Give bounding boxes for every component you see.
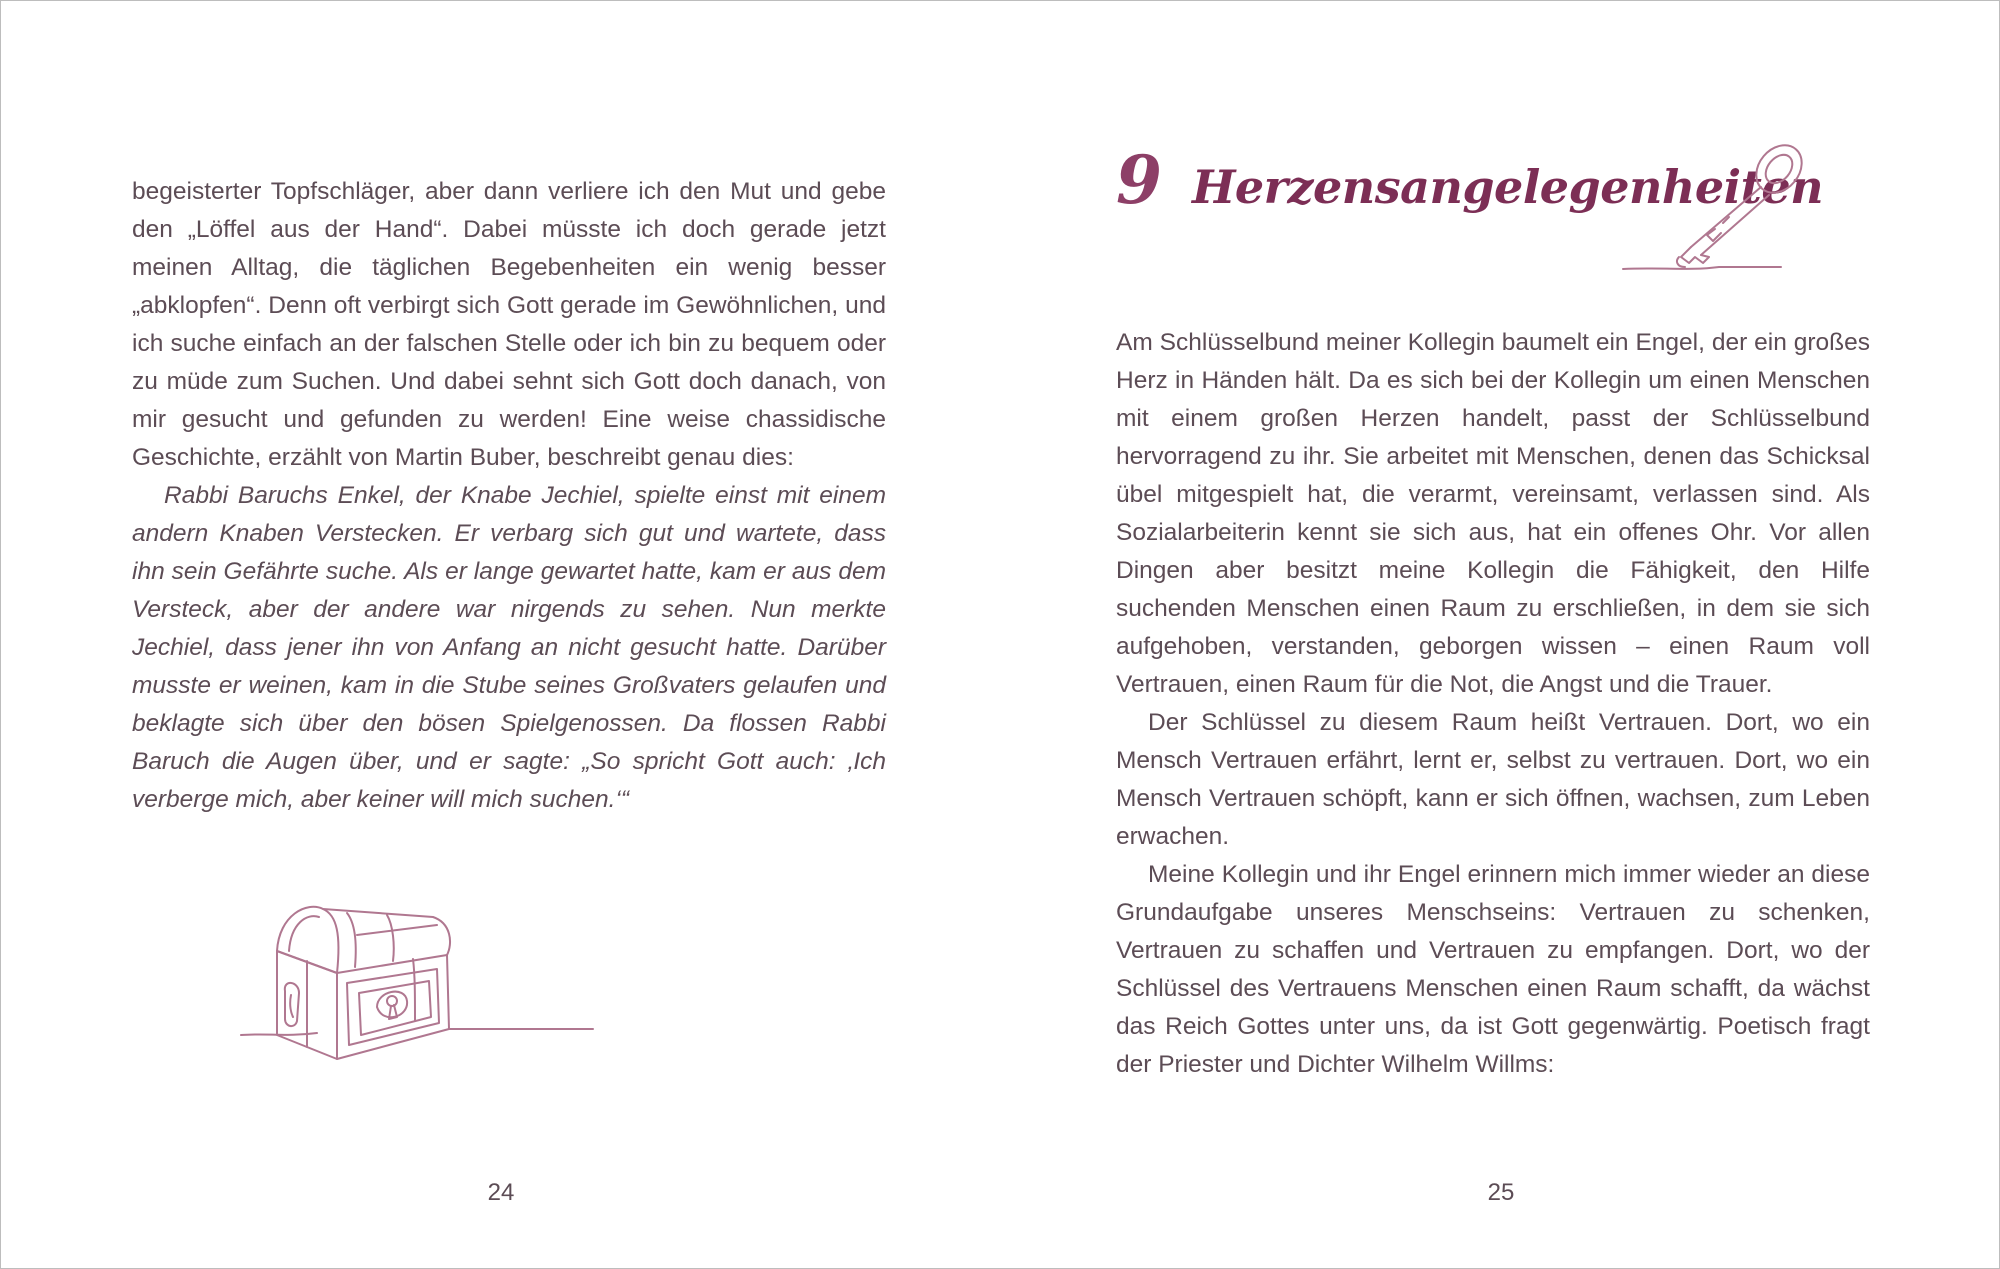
chapter-number: 9 xyxy=(1116,141,1162,219)
page-number: 24 xyxy=(487,1179,515,1206)
paragraph: Der Schlüssel zu diesem Raum heißt Vertrauen. Dort, wo ein Mensch Vertrauen erfährt, lernt er, selbst zu vertrauen. Dort, wo ein Mensch Vertrauen schöpft, kann er sich öffnen, wachsen, zum Leben erwachen. xyxy=(1116,709,1870,850)
left-page xyxy=(1,1,1001,1268)
paragraph: Am Schlüsselbund meiner Kollegin baumelt ein Engel, der ein großes Herz in Händen hält. Da es sich bei der Kollegin um einen Menschen mit einem großen Herzen handelt, passt der Schlüsselbund hervorragend zu ihr. Sie arbeitet mit Menschen, denen das Schicksal übel mitgespielt hat, die verarmt, vereinsamt, verlassen sind. Als Sozialarbeiterin kennt sie sich aus, hat ein offenes Ohr. Vor allen Dingen aber besitzt meine Kollegin die Fähigkeit, den Hilfe suchenden Menschen einen Raum zu erschließen, in dem sie sich aufgehoben, verstanden, geborgen wissen – einen Raum voll Vertrauen, einen Raum für die Not, die Angst und die Trauer. xyxy=(1116,329,1870,698)
chapter-title: Herzensangelegenheiten xyxy=(1191,160,1824,214)
key-icon xyxy=(1619,139,1819,275)
right-page xyxy=(1001,1,1999,1268)
right-page-text xyxy=(1116,324,1870,1084)
paragraph: Meine Kollegin und ihr Engel erinnern mich immer wieder an diese Grundaufgabe unseres Menschseins: Vertrauen zu schenken, Vertrauen zu schaffen und Vertrauen zu empfangen. Dort, wo der Schlüssel des Vertrauens Menschen einen Raum schafft, da wächst das Reich Gottes unter uns, da ist Gott gegenwärtig. Poetisch fragt der Priester und Dichter Wilhelm Willms: xyxy=(1116,861,1870,1078)
left-page-text xyxy=(132,173,886,819)
treasure-chest-icon xyxy=(237,895,597,1065)
page-number: 25 xyxy=(1487,1179,1515,1206)
quoted-story: Rabbi Baruchs Enkel, der Knabe Jechiel, spielte einst mit einem andern Knaben Verstecken. Er verbarg sich gut und wartete, dass ihn sein Gefährte suche. Als er lange gewartet hatte, kam er aus dem Versteck, aber der andere war nirgends zu sehen. Nun merkte Jechiel, dass jener ihn von Anfang an nicht gesucht hatte. Darüber musste er weinen, kam in die Stube seines Großvaters gelaufen und beklagte sich über den bösen Spielgenossen. Da flossen Rabbi Baruch die Augen über, und er sagte: „So spricht Gott auch: ‚Ich verberge mich, aber keiner will mich suchen.‘“ xyxy=(132,482,886,813)
paragraph: begeisterter Topfschläger, aber dann verliere ich den Mut und gebe den „Löffel aus der Hand“. Dabei müsste ich doch gerade jetzt meinen Alltag, die täglichen Begebenheiten ein wenig besser „abklopfen“. Denn oft verbirgt sich Gott gerade im Gewöhnlichen, und ich suche einfach an der falschen Stelle oder ich bin zu bequem oder zu müde zum Suchen. Und dabei sehnt sich Gott doch danach, von mir gesucht und gefunden zu werden! Eine weise chassidische Geschichte, erzählt von Martin Buber, beschreibt genau dies: xyxy=(132,178,886,471)
